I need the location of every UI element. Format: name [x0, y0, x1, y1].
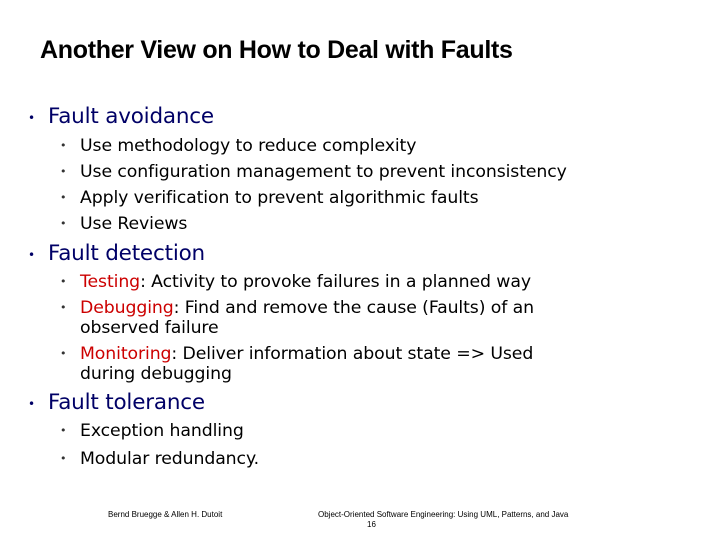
bullet: •: [60, 165, 67, 178]
footer-authors: Bernd Bruegge & Allen H. Dutoit: [108, 510, 223, 519]
footer-book-title: Object-Oriented Software Engineering: Using UML, Patterns, and Java: [318, 510, 569, 519]
bullet: •: [28, 248, 35, 262]
bullet: •: [28, 397, 35, 411]
bullet: •: [60, 217, 67, 230]
footer-page-number: 16: [367, 520, 376, 529]
bullet: •: [60, 347, 67, 360]
term-monitoring: Monitoring: [80, 344, 172, 364]
bullet: •: [60, 139, 67, 152]
bullet: •: [60, 424, 67, 437]
bullet: •: [60, 191, 67, 204]
bullet: •: [60, 275, 67, 288]
section-label: Fault detection: [48, 241, 205, 266]
term-testing: Testing: [80, 272, 141, 292]
section-label: Fault tolerance: [48, 390, 205, 415]
bullet: •: [28, 111, 35, 125]
section-label: Fault avoidance: [48, 104, 214, 129]
term-debugging: Debugging: [80, 298, 174, 318]
slide-title: Another View on How to Deal with Faults: [40, 36, 513, 64]
bullet: •: [60, 452, 67, 465]
bullet: •: [60, 301, 67, 314]
